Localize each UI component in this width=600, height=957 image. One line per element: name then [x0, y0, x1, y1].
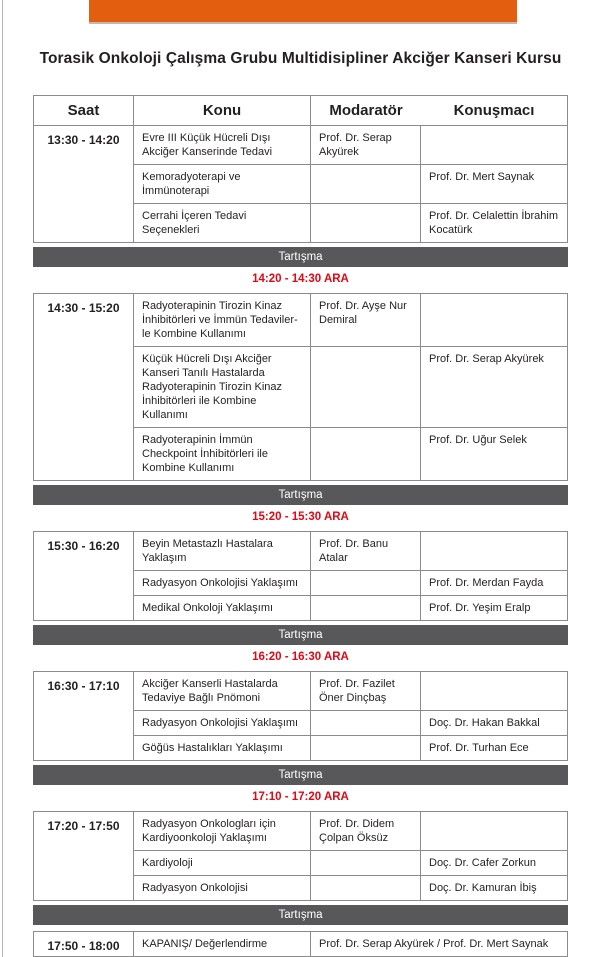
course-title: Torasik Onkoloji Çalışma Grubu Multidisipliner Akciğer Kanseri Kursu — [39, 50, 562, 67]
topic-cell: Akciğer Kanserli Hastalarda Tedaviye Bağlı Pnömoni — [134, 672, 311, 710]
session-block-1 — [33, 125, 568, 243]
moderator-cell — [311, 596, 421, 620]
discussion-bar: Tartışma — [33, 765, 568, 785]
moderator-cell — [311, 428, 421, 480]
speaker-cell: Prof. Dr. Turhan Ece — [429, 742, 529, 754]
topic-cell: KAPANIŞ/ Değerlendirme — [134, 932, 311, 956]
speaker-cell: Prof. Dr. Uğur Selek — [429, 434, 527, 446]
discussion-bar: Tartışma — [33, 625, 568, 645]
participants-cell: Prof. Dr. Serap Akyürek / Prof. Dr. Mert Saynak — [319, 938, 549, 950]
table-header-row — [33, 95, 568, 125]
speaker-cell: Prof. Dr. Celalettin İbrahim Kocatürk — [429, 210, 558, 236]
session-time: 13:30 - 14:20 — [34, 126, 134, 242]
session-block-4 — [33, 671, 568, 761]
session-row — [134, 595, 567, 620]
session-time: 17:50 - 18:00 — [34, 932, 134, 956]
session-time: 14:30 - 15:20 — [34, 294, 134, 480]
moderator-cell — [311, 851, 421, 875]
speaker-cell: Prof. Dr. Merdan Fayda — [429, 577, 544, 589]
topic-cell: Küçük Hücreli Dışı Akciğer Kanseri Tanılı Hastalarda Radyoterapinin Tirozin Kinaz İnhibitörleri ile Kombine Kullanımı — [134, 347, 311, 427]
session-row — [134, 850, 567, 875]
moderator-cell: Prof. Dr. Fazilet Öner Dinçbaş — [311, 672, 421, 710]
session-row — [134, 294, 567, 346]
session-rows — [134, 532, 567, 620]
moderator-cell — [311, 736, 421, 760]
topic-cell: Radyasyon Onkolojisi — [134, 876, 311, 900]
topic-cell: Radyoterapinin Tirozin Kinaz İnhibitörleri ve İmmün Tedaviler-le Kombine Kullanımı — [134, 294, 311, 346]
speaker-cell: Prof. Dr. Serap Akyürek — [429, 353, 544, 365]
page-left-edge — [2, 0, 3, 957]
session-row — [134, 710, 567, 735]
session-time: 16:30 - 17:10 — [34, 672, 134, 760]
session-rows — [134, 126, 567, 242]
session-row — [134, 812, 567, 850]
column-header-time: Saat — [34, 96, 134, 125]
speaker-cell — [421, 532, 567, 570]
speaker-cell — [421, 812, 567, 850]
session-row — [134, 570, 567, 595]
session-time: 17:20 - 17:50 — [34, 812, 134, 900]
topic-cell: Radyasyon Onkolojisi Yaklaşımı — [134, 571, 311, 595]
session-row — [134, 164, 567, 203]
topic-cell: Radyoterapinin İmmün Checkpoint İnhibitörleri ile Kombine Kullanımı — [134, 428, 311, 480]
speaker-cell: Doç. Dr. Hakan Bakkal — [429, 717, 540, 729]
moderator-cell — [311, 204, 421, 242]
discussion-bar: Tartışma — [33, 905, 568, 925]
column-header-speaker: Konuşmacı — [453, 102, 535, 119]
break-label: 17:10 - 17:20 ARA — [252, 791, 349, 803]
session-block-3 — [33, 531, 568, 621]
topic-cell: Radyasyon Onkologları için Kardiyoonkoloji Yaklaşımı — [134, 812, 311, 850]
session-block-5 — [33, 811, 568, 901]
closing-block — [33, 931, 568, 957]
break-label: 15:20 - 15:30 ARA — [252, 511, 349, 523]
session-row — [134, 735, 567, 760]
moderator-cell — [311, 876, 421, 900]
session-row — [134, 875, 567, 900]
session-rows — [134, 294, 567, 480]
moderator-cell: Prof. Dr. Didem Çolpan Öksüz — [311, 812, 421, 850]
page-content — [33, 0, 568, 957]
moderator-cell: Prof. Dr. Banu Atalar — [311, 532, 421, 570]
speaker-cell: Prof. Dr. Mert Saynak — [429, 171, 535, 183]
session-row — [134, 672, 567, 710]
break-label: 14:20 - 14:30 ARA — [252, 273, 349, 285]
speaker-cell — [421, 294, 567, 346]
topic-cell: Beyin Metastazlı Hastalara Yaklaşım — [134, 532, 311, 570]
session-time: 15:30 - 16:20 — [34, 532, 134, 620]
topic-cell: Medikal Onkoloji Yaklaşımı — [134, 596, 311, 620]
speaker-cell — [421, 672, 567, 710]
discussion-bar: Tartışma — [33, 247, 568, 267]
moderator-cell — [311, 711, 421, 735]
break-label: 16:20 - 16:30 ARA — [252, 651, 349, 663]
topic-cell: Göğüs Hastalıkları Yaklaşımı — [134, 736, 311, 760]
topic-cell: Kemoradyoterapi ve İmmünoterapi — [134, 165, 311, 203]
session-rows — [134, 812, 567, 900]
topic-cell: Radyasyon Onkolojisi Yaklaşımı — [134, 711, 311, 735]
moderator-cell: Prof. Dr. Ayşe Nur Demiral — [311, 294, 421, 346]
session-rows — [134, 672, 567, 760]
moderator-cell: Prof. Dr. Serap Akyürek — [311, 126, 421, 164]
discussion-bar: Tartışma — [33, 485, 568, 505]
speaker-cell: Doç. Dr. Cafer Zorkun — [429, 857, 536, 869]
session-row — [134, 532, 567, 570]
moderator-cell — [311, 347, 421, 427]
speaker-cell: Doç. Dr. Kamuran İbiş — [429, 882, 537, 894]
session-row — [134, 427, 567, 480]
column-header-topic: Konu — [134, 96, 311, 125]
speaker-cell: Prof. Dr. Yeşim Eralp — [429, 602, 531, 614]
column-header-moderator: Modaratör — [329, 102, 403, 119]
topic-cell: Evre III Küçük Hücreli Dışı Akciğer Kanserinde Tedavi — [134, 126, 311, 164]
session-row — [134, 346, 567, 427]
session-rows — [134, 932, 567, 956]
moderator-cell — [311, 571, 421, 595]
speaker-cell — [421, 126, 567, 164]
closing-row — [134, 932, 567, 956]
topic-cell: Kardiyoloji — [134, 851, 311, 875]
session-row — [134, 126, 567, 164]
schedule-table — [33, 95, 568, 957]
moderator-cell — [311, 165, 421, 203]
topic-cell: Cerrahi İçeren Tedavi Seçenekleri — [134, 204, 311, 242]
session-row — [134, 203, 567, 242]
session-block-2 — [33, 293, 568, 481]
